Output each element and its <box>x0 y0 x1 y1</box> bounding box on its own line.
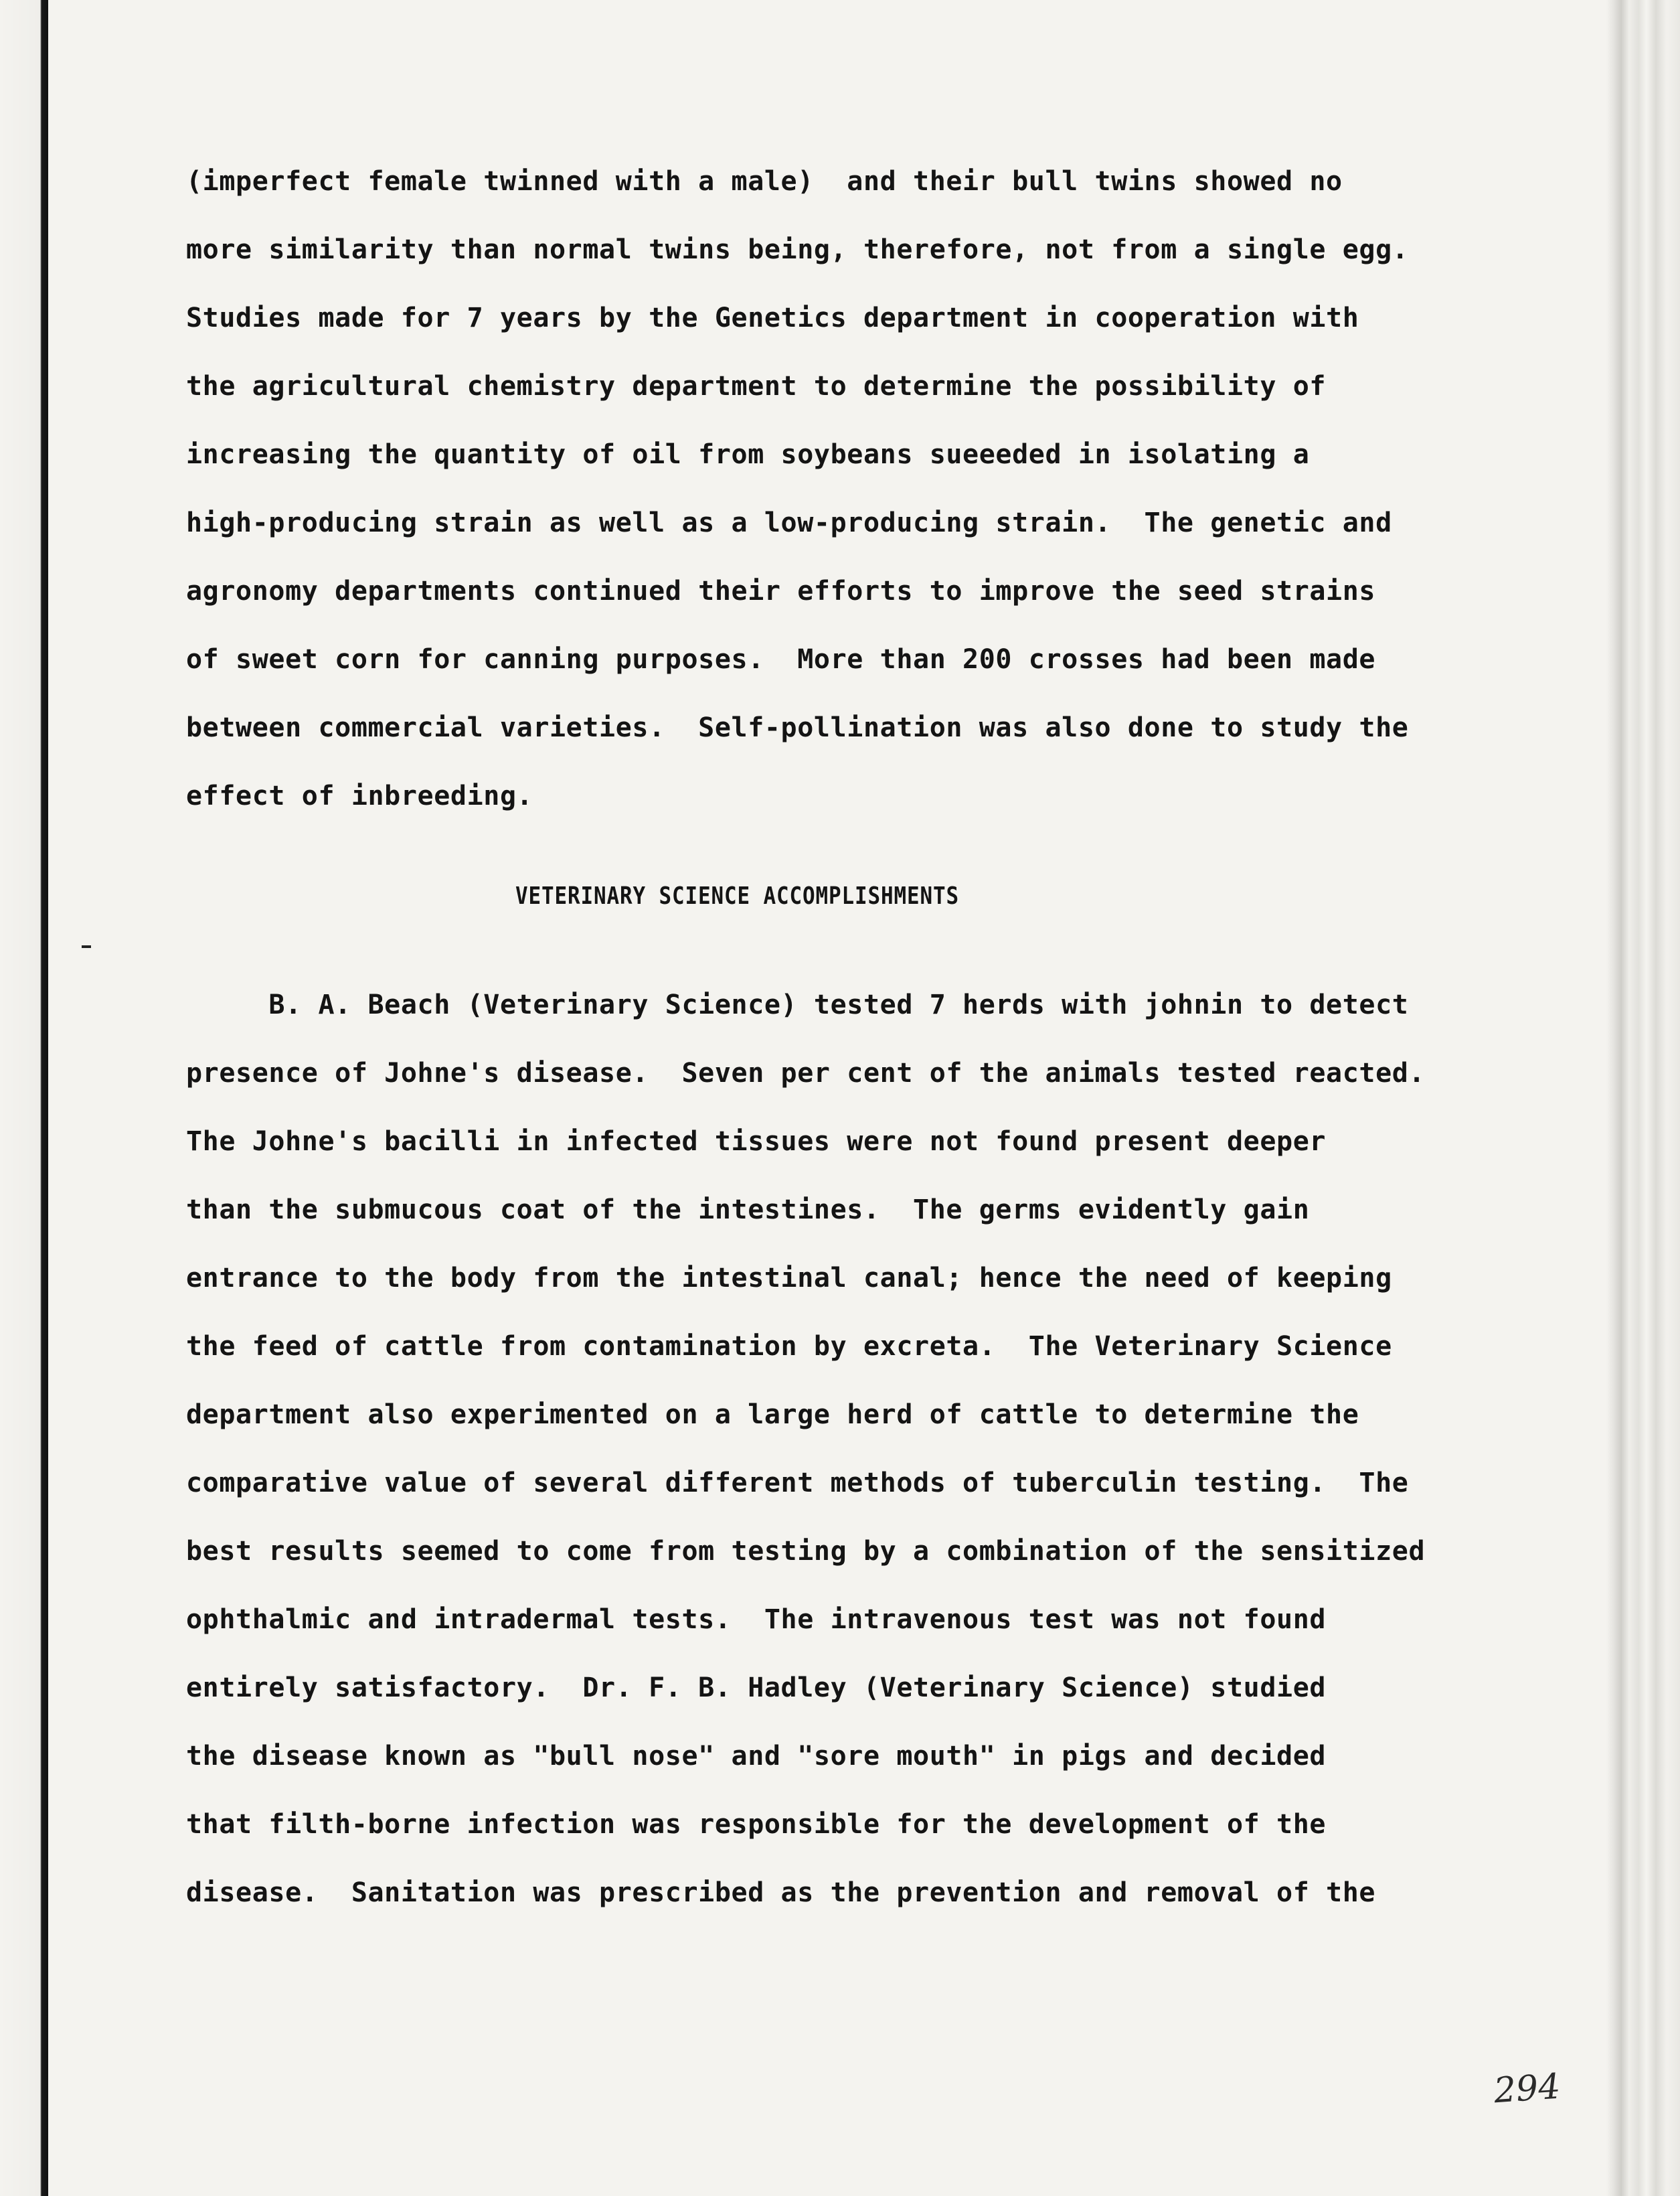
paragraph-genetics <box>186 158 1458 841</box>
text-line: increasing the quantity of oil from soybeans sueeeded in isolating a <box>186 439 1310 470</box>
text-line: of sweet corn for canning purposes. More than 200 crosses had been made <box>186 644 1376 675</box>
text-line: the disease known as "bull nose" and "sore mouth" in pigs and decided <box>186 1741 1327 1772</box>
text-line: effect of inbreeding. <box>186 781 533 811</box>
text-line: the agricultural chemistry department to determine the possibility of <box>186 371 1327 402</box>
text-line: entrance to the body from the intestinal canal; hence the need of keeping <box>186 1263 1392 1293</box>
text-line: The Johne's bacilli in infected tissues were not found present deeper <box>186 1126 1327 1157</box>
margin-mark <box>82 945 91 948</box>
text-line: B. A. Beach (Veterinary Science) tested 7 herds with johnin to detect <box>186 990 1409 1020</box>
text-line: high-producing strain as well as a low-producing strain. The genetic and <box>186 507 1392 538</box>
text-line: agronomy departments continued their efforts to improve the seed strains <box>186 576 1376 607</box>
text-line: comparative value of several different methods of tuberculin testing. The <box>186 1468 1409 1498</box>
text-line: Studies made for 7 years by the Genetics department in cooperation with <box>186 303 1359 333</box>
text-line: disease. Sanitation was prescribed as the prevention and removal of the <box>186 1877 1376 1908</box>
text-line: entirely satisfactory. Dr. F. B. Hadley (Veterinary Science) studied <box>186 1672 1327 1703</box>
text-line: presence of Johne's disease. Seven per cent of the animals tested reacted. <box>186 1058 1426 1089</box>
paragraph-veterinary <box>186 982 1458 1938</box>
text-line: between commercial varieties. Self-pollination was also done to study the <box>186 712 1409 743</box>
scan-binding-edge <box>1606 0 1680 2196</box>
section-heading: VETERINARY SCIENCE ACCOMPLISHMENTS <box>515 882 959 910</box>
text-line: (imperfect female twinned with a male) and their bull twins showed no <box>186 166 1343 197</box>
text-line: ophthalmic and intradermal tests. The intravenous test was not found <box>186 1604 1327 1635</box>
handwritten-page-number: 294 <box>1493 2066 1562 2112</box>
text-line: more similarity than normal twins being, therefore, not from a single egg. <box>186 234 1409 265</box>
text-line: the feed of cattle from contamination by excreta. The Veterinary Science <box>186 1331 1392 1362</box>
text-line: that filth-borne infection was responsible for the development of the <box>186 1809 1327 1840</box>
text-line: best results seemed to come from testing by a combination of the sensitized <box>186 1536 1426 1567</box>
text-line: department also experimented on a large herd of cattle to determine the <box>186 1399 1359 1430</box>
scan-edge-left <box>0 0 48 2196</box>
text-line: than the submucous coat of the intestines. The germs evidently gain <box>186 1194 1310 1225</box>
